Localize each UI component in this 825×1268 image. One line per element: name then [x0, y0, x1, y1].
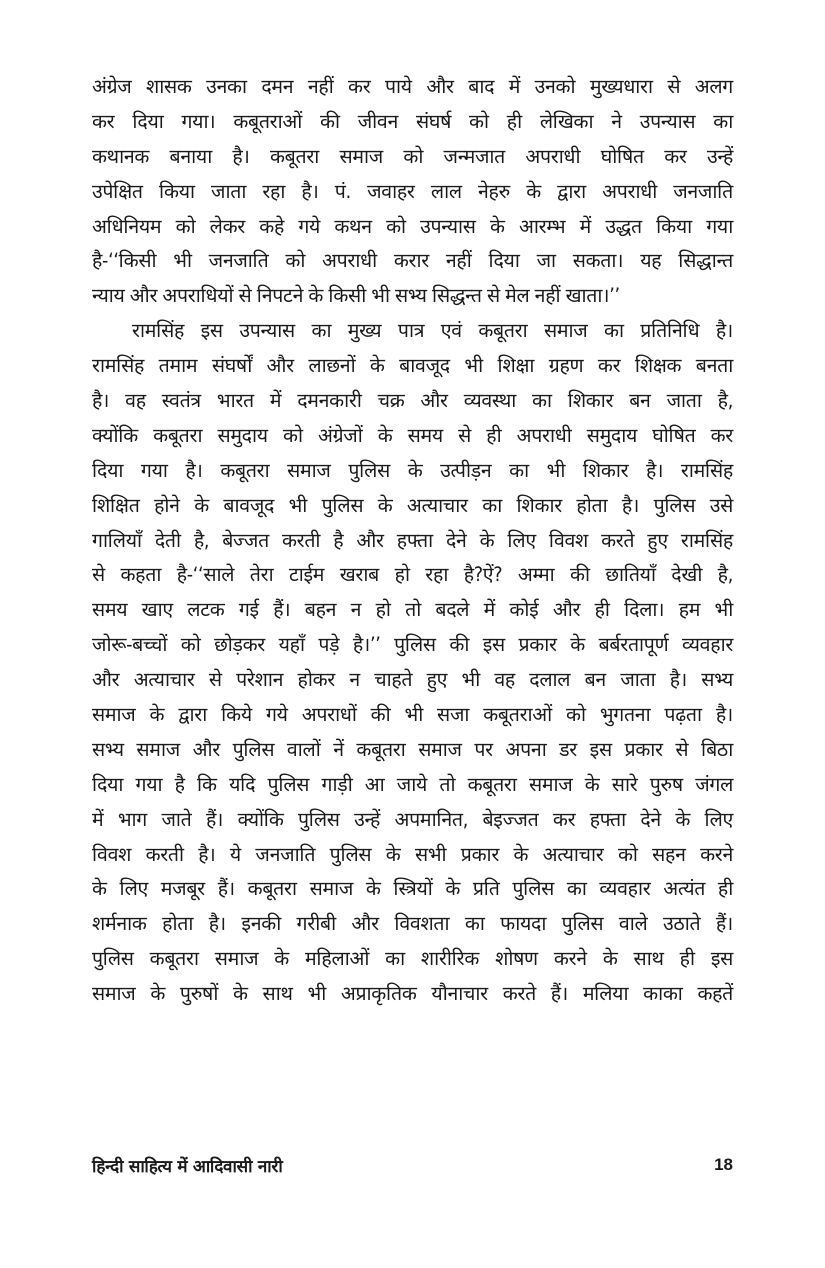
- book-title: हिन्दी साहित्य में आदिवासी नारी: [92, 1156, 283, 1177]
- text-line: अंग्रेज शासक उनका दमन नहीं कर पाये और बाद में उनको मुख्यधारा से अलग: [92, 75, 733, 98]
- text-line: है-‘‘किसी भी जनजाति को अपराधी करार नहीं दिया जा सकता। यह सिद्धान्त: [92, 249, 733, 273]
- text-line: दिया गया है कि यदि पुलिस गाड़ी आ जाये तो कबूतरा समाज के सारे पुरुष जंगल: [92, 772, 733, 796]
- text-line: से कहता है-‘‘साले तेरा टाईम खराब हो रहा है?ऐं? अम्मा की छातियाँ देखी है,: [92, 563, 733, 587]
- text-line: कथानक बनाया है। कबूतरा समाज को जन्मजात अपराधी घोषित कर उन्हें: [92, 144, 733, 168]
- page-footer: [92, 1150, 733, 1180]
- text-line: समाज के पुरुषों के साथ भी अप्राकृतिक यौनाचार करते हैं। मलिया काका कहतें: [92, 982, 733, 1006]
- text-line: जोरू-बच्चों को छोड़कर यहाँ पड़े है।’’ पुलिस की इस प्रकार के बर्बरतापूर्ण व्यवहार: [92, 633, 733, 657]
- text-line: सभ्य समाज और पुलिस वालों नें कबूतरा समाज पर अपना डर इस प्रकार से बिठा: [92, 737, 733, 761]
- text-line: में भाग जाते हैं। क्योंकि पुलिस उन्हें अपमानित, बेइज्जत कर हफ्ता देने के लिए: [92, 807, 733, 831]
- text-line: रामसिंह इस उपन्यास का मुख्य पात्र एवं कबूतरा समाज का प्रतिनिधि है।: [132, 319, 733, 343]
- paragraph-1: [92, 70, 733, 314]
- text-line: समय खाए लटक गई हैं। बहन न हो तो बदले में कोई और ही दिला। हम भी: [92, 598, 733, 622]
- text-line: विवश करती है। ये जनजाति पुलिस के सभी प्रकार के अत्याचार को सहन करने: [92, 842, 733, 866]
- text-line: रामसिंह तमाम संघर्षों और लाछनों के बावजूद भी शिक्षा ग्रहण कर शिक्षक बनता: [92, 354, 733, 378]
- text-line: न्याय और अपराधियों से निपटने के किसी भी सभ्य सिद्धन्त से मेल नहीं खाता।’’: [92, 284, 620, 308]
- text-line: कर दिया गया। कबूतराओं की जीवन संघर्ष को ही लेखिका ने उपन्यास का: [92, 109, 733, 133]
- text-line: गालियाँ देती है, बेज्जत करती है और हफ्ता देने के लिए विवश करते हुए रामसिंह: [92, 528, 733, 552]
- text-line: दिया गया है। कबूतरा समाज पुलिस के उत्पीड़न का भी शिकार है। रामसिंह: [92, 458, 733, 482]
- text-line: अधिनियम को लेकर कहे गये कथन को उपन्यास के आरम्भ में उद्धत किया गया: [92, 214, 733, 238]
- text-line: और अत्याचार से परेशान होकर न चाहते हुए भी वह दलाल बन जाता है। सभ्य: [92, 668, 733, 692]
- text-line: है। वह स्वतंत्र भारत में दमनकारी चक्र और व्यवस्था का शिकार बन जाता है,: [92, 389, 733, 413]
- text-line: के लिए मजबूर हैं। कबूतरा समाज के स्त्रियों के प्रति पुलिस का व्यवहार अत्यंत ही: [92, 877, 733, 901]
- text-line: उपेक्षित किया जाता रहा है। पं. जवाहर लाल नेहरु के द्वारा अपराधी जनजाति: [92, 179, 733, 203]
- text-line: क्योंकि कबूतरा समुदाय को अंग्रेजों के समय से ही अपराधी समुदाय घोषित कर: [92, 423, 733, 447]
- paragraph-2: [92, 314, 733, 1012]
- text-line: पुलिस कबूतरा समाज के महिलाओं का शारीरिक शोषण करने के साथ ही इस: [92, 947, 733, 971]
- text-line: शिक्षित होने के बावजूद भी पुलिस के अत्याचार का शिकार होता है। पुलिस उसे: [92, 493, 733, 517]
- text-line: शर्मनाक होता है। इनकी गरीबी और विवशता का फायदा पुलिस वाले उठाते हैं।: [92, 912, 733, 936]
- page-number: 18: [714, 1155, 733, 1174]
- text-line: समाज के द्वारा किये गये अपराधों की भी सजा कबूतराओं को भुगतना पढ़ता है।: [92, 703, 733, 727]
- page-body: [92, 70, 733, 1012]
